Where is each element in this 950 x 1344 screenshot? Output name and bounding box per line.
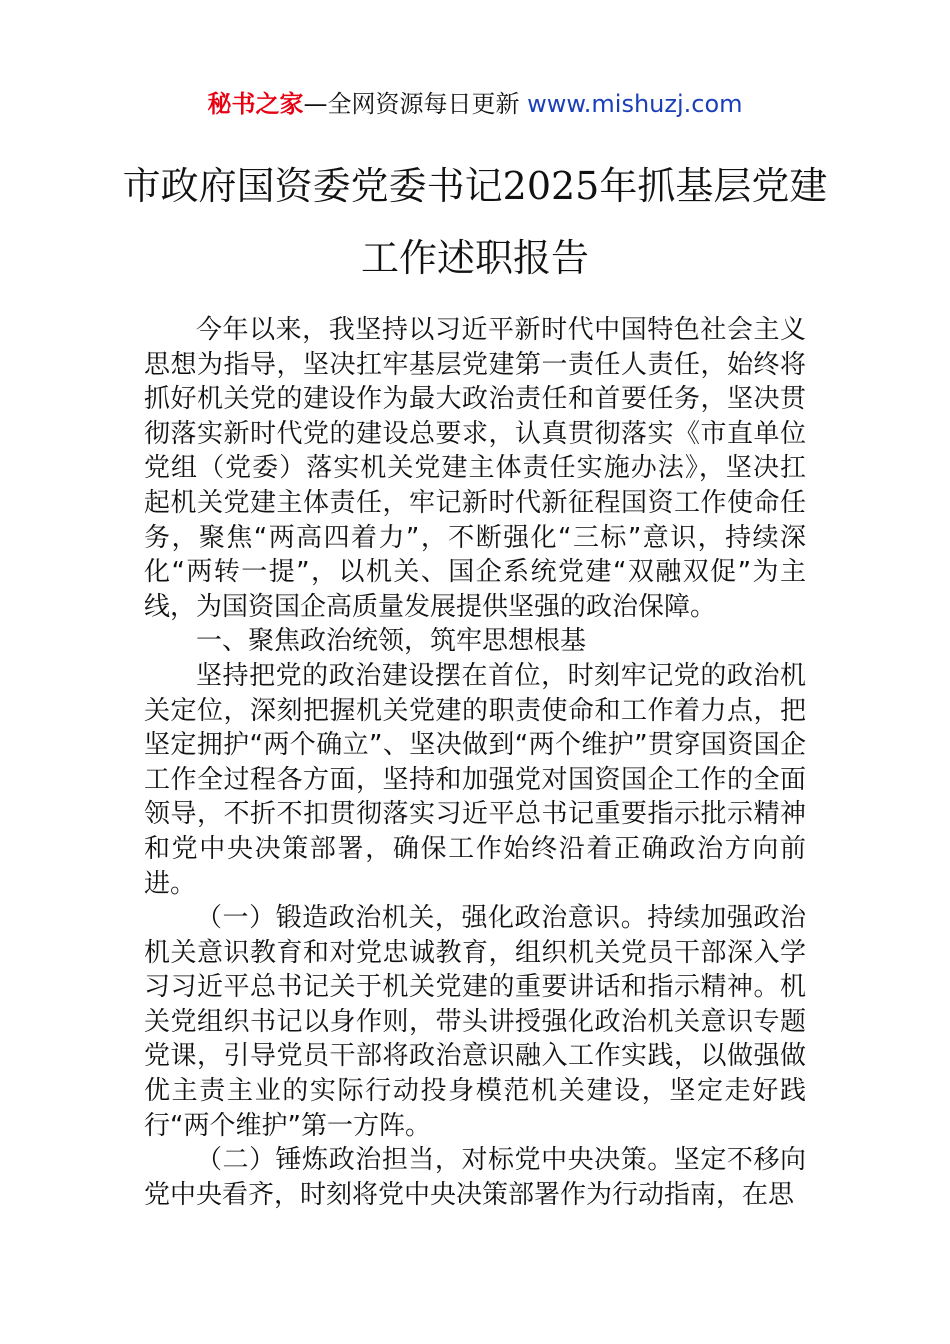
section-1-paragraph: 坚持把党的政治建设摆在首位，时刻牢记党的政治机关定位，深刻把握机关党建的职责使命和工作着力点，把坚定拥护“两个确立”、坚决做到“两个维护”贯穿国资国企工作全过程各方面，坚持和加强党对国资国企工作的全面领导，不折不扣贯彻落实习近平总书记重要指示批示精神和党中央决策部署，确保工作始终沿着正确政治方向前进。 (144, 660, 806, 899)
subsection-1-paragraph: （一）锻造政治机关，强化政治意识。持续加强政治机关意识教育和对党忠诚教育，组织机关党员干部深入学习习近平总书记关于机关党建的重要讲话和指示精神。机关党组织书记以身作则，带头讲授强化政治机关意识专题党课，引导党员干部将政治意识融入工作实践，以做强做优主责主业的实际行动投身模范机关建设，坚定走好践行“两个维护”第一方阵。 (144, 903, 806, 1141)
intro-paragraph: 今年以来，我坚持以习近平新时代中国特色社会主义思想为指导，坚决扛牢基层党建第一责任人责任，始终将抓好机关党的建设作为最大政治责任和首要任务，坚决贯彻落实新时代党的建设总要求，认真贯彻落实《市直单位党组（党委）落实机关党建主体责任实施办法》，坚决扛起机关党建主体责任，牢记新时代新征程国资工作使命任务，聚焦“两高四着力”，不断强化“三标”意识，持续深化“两转一提”，以机关、国企系统党建“双融双促”为主线，为国资国企高质量发展提供坚强的政治保障。 (144, 315, 806, 622)
document-title-line-1: 市政府国资委党委书记2025年抓基层党建 (122, 164, 828, 208)
document-title (100, 150, 850, 294)
site-tagline: —全网资源每日更新 (303, 90, 520, 118)
site-url-link[interactable]: www.mishuzj.com (527, 90, 743, 118)
site-brand: 秘书之家 (207, 90, 304, 118)
subsection-2-paragraph: （二）锤炼政治担当，对标党中央决策。坚定不移向党中央看齐，时刻将党中央决策部署作为行动指南，在思 (144, 1145, 806, 1210)
section-heading-1: 一、聚焦政治统领，筑牢思想根基 (196, 626, 587, 657)
site-header (0, 86, 950, 122)
document-body (144, 313, 806, 1212)
document-title-line-2: 工作述职报告 (360, 236, 589, 280)
